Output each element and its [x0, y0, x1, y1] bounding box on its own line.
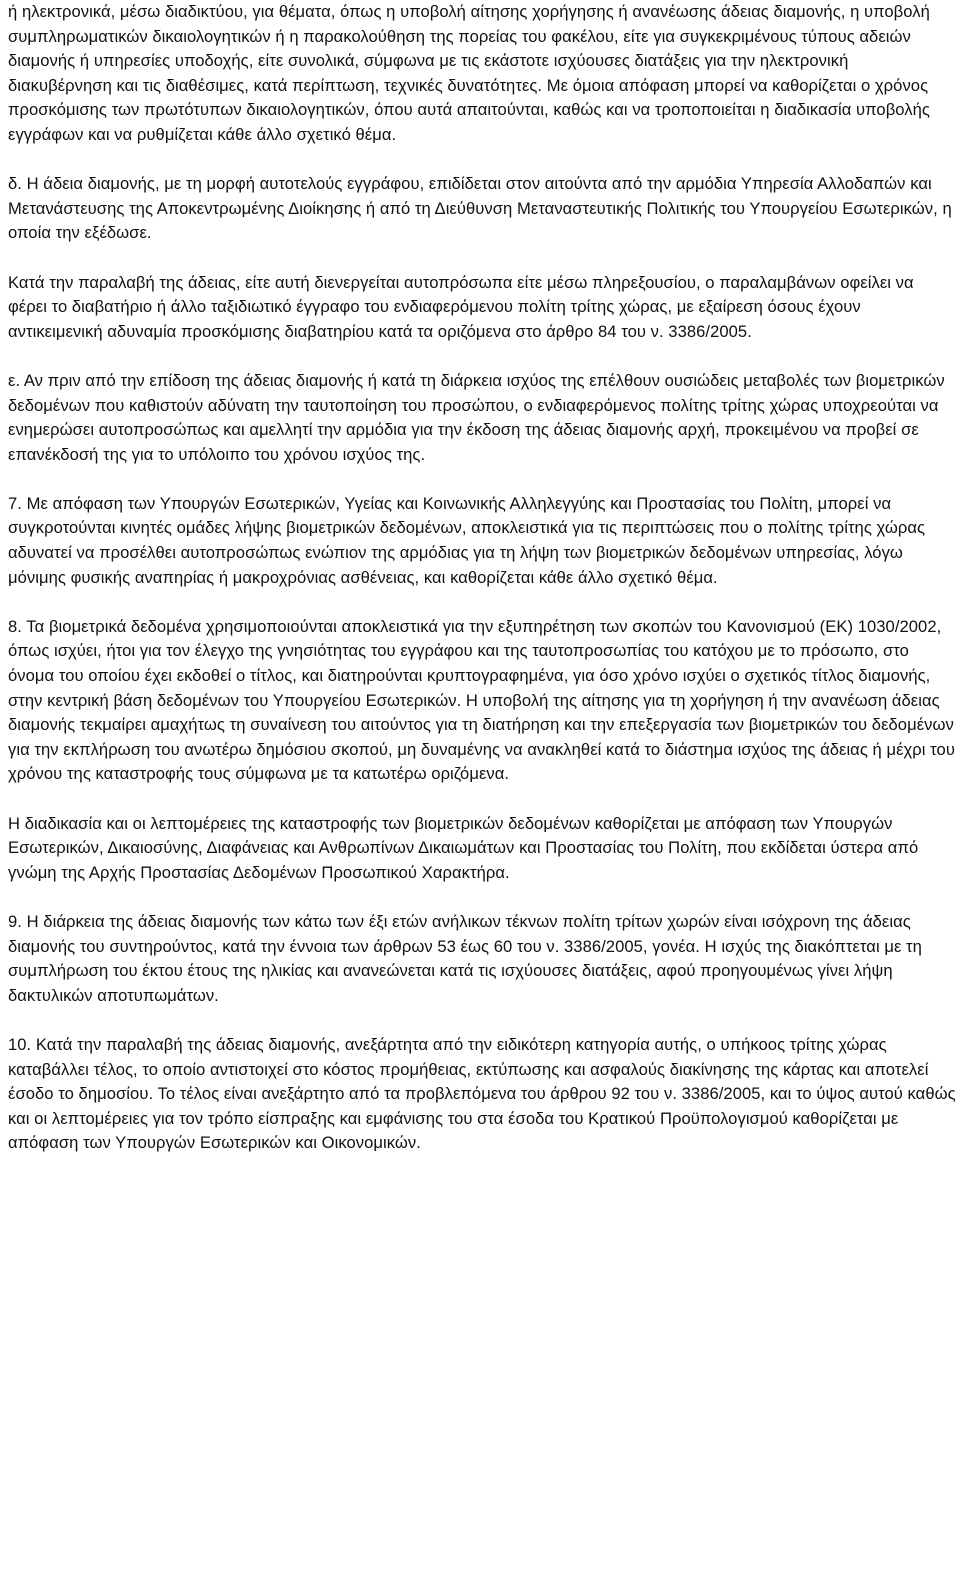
paragraph-permit-receipt: Κατά την παραλαβή της άδειας, είτε αυτή διενεργείται αυτοπρόσωπα είτε μέσω πληρεξουσίου, ο παραλαμβάνων οφείλει να φέρει το διαβατήριο ή άλλο ταξιδιωτικό έγγραφο του ενδιαφερόμενου πολίτη τρίτης χώρας, με εξαίρεση όσους έχουν αντικειμενική αδυναμία προσκόμισης διαβατηρίου κατά τα οριζόμενα στο άρθρο 84 του ν. 3386/2005.	[8, 272, 914, 341]
paragraph-9-minors-permit: 9. Η διάρκεια της άδειας διαμονής των κάτω των έξι ετών ανήλικων τέκνων πολίτη τρίτων χωρών είναι ισόχρονη της άδειας διαμονής του συντηρούντος, κατά την έννοια των άρθρων 53 έως 60 του ν. 3386/2005, γονέα. Η ισχύς της διακόπτεται με τη συμπλήρωση του έκτου έτους της ηλικίας και ανανεώνεται κατά τις ισχύουσες διατάξεις, αφού προηγουμένως γίνει λήψη δακτυλικών αποτυπωμάτων.	[8, 911, 922, 1005]
paragraph-7-mobile-teams: 7. Με απόφαση των Υπουργών Εσωτερικών, Υγείας και Κοινωνικής Αλληλεγγύης και Προστασίας του Πολίτη, μπορεί να συγκροτούνται κινητές ομάδες λήψης βιομετρικών δεδομένων, αποκλειστικά για τις περιπτώσεις που ο πολίτης τρίτης χώρας αδυνατεί να προσέλθει αυτοπροσώπως ενώπιον της αρμόδιας για τη λήψη των βιομετρικών δεδομένων υπηρεσίας, λόγω μόνιμης φυσικής αναπηρίας ή μακροχρόνιας ασθένειας, και καθορίζεται κάθε άλλο σχετικό θέμα.	[8, 493, 926, 587]
document-page	[8, 0, 956, 1181]
paragraph-10-permit-fee: 10. Κατά την παραλαβή της άδειας διαμονής, ανεξάρτητα από την ειδικότερη κατηγορία αυτής, ο υπήκοος τρίτης χώρας καταβάλλει τέλος, το οποίο αντιστοιχεί στο κόστος προμήθειας, εκτύπωσης και ασφαλούς διακίνησης της κάρτας και αποτελεί έσοδο το δημοσίου. Το τέλος είναι ανεξάρτητο από τα προβλεπόμενα του άρθρου 92 του ν. 3386/2005, και το ύψος αυτού καθώς και οι λεπτομέρειες για τον τρόπο είσπραξης και εμφάνισης του στα έσοδα του Κρατικού Προϋπολογισμού καθορίζεται με απόφαση των Υπουργών Εσωτερικών και Οικονομικών.	[8, 1034, 956, 1153]
paragraph-d-permit-delivery: δ. Η άδεια διαμονής, με τη μορφή αυτοτελούς εγγράφου, επιδίδεται στον αιτούντα από την αρμόδια Υπηρεσία Αλλοδαπών και Μετανάστευσης της Αποκεντρωμένης Διοίκησης ή από τη Διεύθυνση Μεταναστευτικής Πολιτικής του Υπουργείου Εσωτερικών, η οποία την εξέδωσε.	[8, 174, 952, 243]
paragraph-biometric-destruction: Η διαδικασία και οι λεπτομέρειες της καταστροφής των βιομετρικών δεδομένων καθορίζεται με απόφαση των Υπουργών Εσωτερικών, Δικαιοσύνης, Διαφάνειας και Ανθρωπίνων Δικαιωμάτων και Προστασίας του Πολίτη, που εκδίδεται ύστερα από γνώμη της Αρχής Προστασίας Δεδομένων Προσωπικού Χαρακτήρα.	[8, 813, 919, 882]
paragraph-e-biometric-changes: ε. Αν πριν από την επίδοση της άδειας διαμονής ή κατά τη διάρκεια ισχύος της επέλθουν ουσιώδεις μεταβολές των βιομετρικών δεδομένων που καθιστούν αδύνατη την ταυτοποίηση του προσώπου, ο ενδιαφερόμενος πολίτης τρίτης χώρας υποχρεούται να ενημερώσει αυτοπροσώπως και αμελλητί την αρμόδια για την έκδοση της άδειας διαμονής αρχή, προκειμένου να προβεί σε επανέκδοσή της για το υπόλοιπο του χρόνου ισχύος της.	[8, 370, 945, 464]
paragraph-8-biometric-use: 8. Τα βιομετρικά δεδομένα χρησιμοποιούνται αποκλειστικά για την εξυπηρέτηση των σκοπών του Κανονισμού (ΕΚ) 1030/2002, όπως ισχύει, ήτοι για τον έλεγχο της γνησιότητας του εγγράφου και της ταυτοπροσωπίας του κατόχου με το πρόσωπο, στο όνομα του οποίου έχει εκδοθεί ο τίτλος, και διατηρούνται κρυπτογραφημένα, για όσο χρόνο ισχύει ο σχετικός τίτλος διαμονής, στην κεντρική βάση δεδομένων του Υπουργείου Εσωτερικών. Η υποβολή της αίτησης για τη χορήγηση ή την ανανέωση άδειας διαμονής τεκμαίρει αμαχήτως τη συναίνεση του αιτούντος για τη διατήρηση και την επεξεργασία των βιομετρικών του δεδομένων για την εκπλήρωση του ανωτέρω δημόσιου σκοπού, μη δυναμένης να ανακληθεί κατά το διάστημα ισχύος της άδειας ή μέχρι του χρόνου της καταστροφής τους σύμφωνα με τα κατωτέρω οριζόμενα.	[8, 616, 955, 784]
paragraph-intro-continuation: ή ηλεκτρονικά, μέσω διαδικτύου, για θέματα, όπως η υποβολή αίτησης χορήγησης ή ανανέωσης άδειας διαμονής, η υποβολή συμπληρωματικών δικαιολογητικών ή η παρακολούθηση της πορείας του φακέλου, είτε για συγκεκριμένους τύπους αδειών διαμονής ή υπηρεσίες υποδοχής, είτε συνολικά, σύμφωνα με τις εκάστοτε ισχύουσες διατάξεις για την ηλεκτρονική διακυβέρνηση και τις διαθέσιμες, κατά περίπτωση, τεχνικές δυνατότητες. Με όμοια απόφαση μπορεί να καθορίζεται ο χρόνος προσκόμισης των πρωτότυπων δικαιολογητικών, όπου αυτά απαιτούνται, καθώς και να τροποποιείται η διαδικασία υποβολής εγγράφων και να ρυθμίζεται κάθε άλλο σχετικό θέμα.	[8, 2, 930, 144]
